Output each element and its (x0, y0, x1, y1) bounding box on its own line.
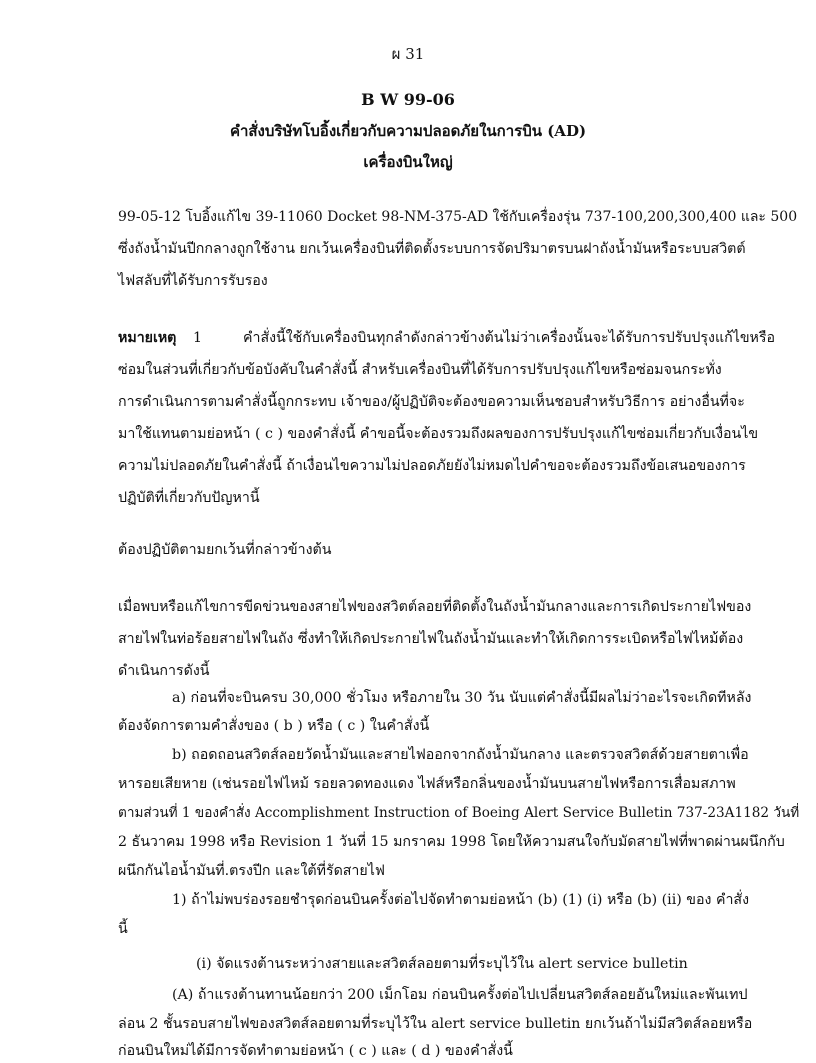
document-title: คำสั่งบริษัทโบอิ้งเกี่ยวกับความปลอดภัยในการบิน (AD) (229, 122, 587, 140)
paragraph-b-line: ผนึกกันไอน้ำมันที่.ตรงปีก และใต้ที่รัดสายไฟ (118, 863, 385, 879)
document-code: B W 99-06 (361, 90, 455, 109)
compliance-statement: ต้องปฏิบัติตามยกเว้นที่กล่าวข้างต้น (118, 542, 332, 558)
page-number: ผ 31 (391, 45, 425, 63)
paragraph-a-line: a) ก่อนที่จะบินครบ 30,000 ชั่วโมง หรือภายใน 30 วัน นับแต่คำสั่งนี้มีผลไม่ว่าอะไรจะเกิดทีหลัง (172, 690, 752, 706)
note-label: หมายเหตุ (118, 330, 177, 346)
item-A-line: (A) ถ้าแรงต้านทานน้อยกว่า 200 เม็กโอม ก่อนบินครั้งต่อไปเปลี่ยนสวิตส์ลอยอันใหม่และพันเทป (172, 987, 748, 1003)
body-line: ดำเนินการดังนี้ (118, 663, 210, 679)
note-line: ซ่อมในส่วนที่เกี่ยวกับข้อบังคับในคำสั่งนี้ สำหรับเครื่องบินที่ได้รับการปรับปรุงแก้ไขหรือซ่อมจนกระทั่ง (118, 362, 722, 378)
paragraph-b-line: 2 ธันวาคม 1998 หรือ Revision 1 วันที่ 15 มกราคม 1998 โดยให้ความสนใจกับมัดสายไฟที่พาดผ่านผนึกกับ (118, 834, 785, 850)
note-number: 1 (193, 330, 203, 346)
note-line: การดำเนินการตามคำสั่งนี้ถูกกระทบ เจ้าของ/ผู้ปฏิบัติจะต้องขอความเห็นชอบสำหรับวิธีการ อย่างอื่นที่จะ (118, 394, 745, 410)
note-line: ความไม่ปลอดภัยในคำสั่งนี้ ถ้าเงื่อนไขความไม่ปลอดภัยยังไม่หมดไปคำขอจะต้องรวมถึงข้อเสนอของการ (118, 458, 746, 474)
paragraph-b-line: b) ถอดถอนสวิตส์ลอยวัดน้ำมันและสายไฟออกจากถังน้ำมันกลาง และตรวจสวิตส์ด้วยสายตาเพื่อ (172, 747, 749, 763)
item-A-line: ก่อนบินใหม่ได้มีการจัดทำตามย่อหน้า ( c ) และ ( d ) ของคำสั่งนี้ (118, 1043, 513, 1059)
intro-line: ซึ่งถังน้ำมันปีกกลางถูกใช้งาน ยกเว้นเครื่องบินที่ติดตั้งระบบการจัดปริมาตรบนฝาถังน้ำมันหรือระบบสวิตต์ (118, 241, 746, 257)
intro-line: 99-05-12 โบอิ้งแก้ไข 39-11060 Docket 98-NM-375-AD ใช้กับเครื่องรุ่น 737-100,200,300,400 และ 500 (118, 209, 798, 225)
body-line: สายไฟในท่อร้อยสายไฟในถัง ซึ่งทำให้เกิดประกายไฟในถังน้ำมันและทำให้เกิดการระเบิดหรือไฟไหม้ต้อง (118, 631, 744, 647)
intro-line: ไฟสลับที่ได้รับการรับรอง (118, 273, 268, 289)
note-line: มาใช้แทนตามย่อหน้า ( c ) ของคำสั่งนี้ คำขอนี้จะต้องรวมถึงผลของการปรับปรุงแก้ไขซ่อมเกี่ยวกับเงื่อนไข (118, 426, 759, 442)
note-line: ปฏิบัติที่เกี่ยวกับปัญหานี้ (118, 490, 260, 506)
item-A-line: ล่อน 2 ชั้นรอบสายไฟของสวิตส์ลอยตามที่ระบุไว้ใน alert service bulletin ยกเว้นถ้าไม่มีสวิตส์ลอยหรือ (118, 1016, 753, 1032)
paragraph-b-line: ตามส่วนที่ 1 ของคำสั่ง Accomplishment Instruction of Boeing Alert Service Bulletin 737-23A1182 วันที่ (118, 805, 800, 821)
body-line: เมื่อพบหรือแก้ไขการขีดข่วนของสายไฟของสวิตต์ลอยที่ติดตั้งในถังน้ำมันกลางและการเกิดประกายไฟของ (118, 599, 752, 615)
document-subtitle: เครื่องบินใหญ่ (363, 153, 453, 171)
item-1-line: 1) ถ้าไม่พบร่องรอยชำรุดก่อนบินครั้งต่อไปจัดทำตามย่อหน้า (b) (1) (i) หรือ (b) (ii) ของ คำสั่ง (172, 892, 749, 908)
item-1-line: นี้ (118, 921, 128, 937)
note-line: คำสั่งนี้ใช้กับเครื่องบินทุกลำดังกล่าวข้างต้นไม่ว่าเครื่องนั้นจะได้รับการปรับปรุงแก้ไขหรือ (243, 330, 776, 346)
paragraph-b-line: หารอยเสียหาย (เช่นรอยไฟไหม้ รอยลวดทองแดง ไฟส์หรือกลิ่นของน้ำมันบนสายไฟหรือการเสื่อมสภาพ (118, 776, 736, 792)
item-1-i-line: (i) จัดแรงต้านระหว่างสายและสวิตส์ลอยตามที่ระบุไว้ใน alert service bulletin (196, 956, 688, 972)
paragraph-a-line: ต้องจัดการตามคำสั่งของ ( b ) หรือ ( c ) ในคำสั่งนี้ (118, 718, 430, 734)
